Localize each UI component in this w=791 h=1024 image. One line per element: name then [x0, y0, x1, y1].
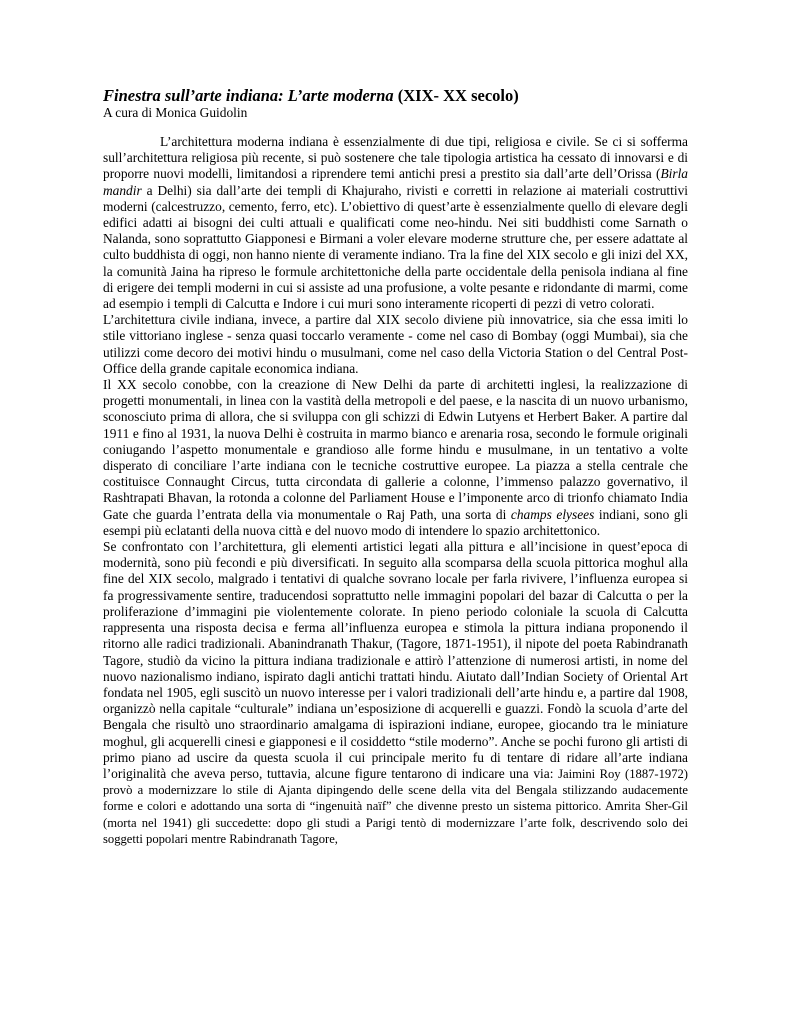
author-line: A cura di Monica Guidolin	[103, 105, 248, 120]
paragraph-new-delhi: Il XX secolo conobbe, con la creazione di New Delhi da parte di architetti inglesi, la realizzazione di progetti monumentali, in linea con la vastità della metropoli e del paese, e la nascita di un nuovo urbanismo, sconosciuto prima di allora, che si sviluppa con gli schizzi di Edwin Lutyens et Herbert Baker. A partire dal 1911 e fino al 1931, la nuova Delhi è costruita in marmo bianco e arenaria rosa, secondo le formule originali coniugando l’aspetto monumentale e grandioso alle forme hindu e musulmane, in un tentativo a volte disperato di conciliare l’arte indiana con le tecniche costruttive europee. La piazza a stella centrale che costituisce Connaught Circus, tutta circondata di gallerie a colonne, l’immenso palazzo governativo, il Rashtrapati Bhavan, la rotonda a colonne del Parliament House e l’imponente arco di trionfo chiamato India Gate che guarda l’entrata della via monumentale o Raj Path, una sorta di champs elysees indiani, sono gli esempi più eclatanti della nuova città e del nuovo modo di intendere lo spazio architettonico.	[103, 377, 688, 538]
page-title	[103, 86, 688, 105]
title-italic: Finestra sull’arte indiana: L’arte moderna	[103, 86, 394, 105]
title-period: (XIX- XX secolo)	[393, 86, 519, 105]
emphasis-champs-elysees: champs elysees	[510, 506, 595, 522]
paragraph-painting: Se confrontato con l’architettura, gli elementi artistici legati alla pittura e all’incisione in quest’epoca di modernità, sono più fecondi e più diversificati. In seguito alla scomparsa della scuola pittorica moghul alla fine del XIX secolo, malgrado i tentativi di qualche sovrano locale per farla rivivere, l’influenza europea si fa progressivamente sentire, traducendosi soprattutto nelle immagini popolari del bazar di Calcutta o per la proliferazione d’immagini pie violentemente colorate. In pieno periodo coloniale la scuola di Calcutta rappresenta una risposta decisa e ferma all’influenza europea e stimola la pittura indiana proponendo il ritorno alle radici tradizionali. Abanindranath Thakur, (Tagore, 1871-1951), il nipote del poeta Rabindranath Tagore, studiò da vicino la pittura indiana tradizionale e attirò l’attenzione di numerosi artisti, in nome del nuovo nazionalismo indiano, ispirato dagli antichi trattati hindu. Aiutato dall’Indian Society of Oriental Art fondata nel 1905, egli suscitò un nuovo interesse per i valori tradizionali dell’arte hindu e, a partire dal 1908, organizzò nella capitale “culturale” indiana un’esposizione di acquerelli e guazzi. Fondò la scuola d’arte del Bengala che risultò uno straordinario amalgama di ispirazioni indiane, europee, giocando tra le miniature moghul, gli acquerelli cinesi e giapponesi e il cosiddetto “stile moderno”. Anche se pochi furono gli artisti di primo piano ad uscire da questa scuola il cui principale merito fu di tentare di ridare all’arte indiana l’originalità che aveva perso, tuttavia, alcune figure tentarono di indicare una via: Jaimini Roy (1887-1972) provò a modernizzare lo stile di Ajanta dipingendo delle scene della vita del Bengala stilizzando audacemente forme e colori e adottando una sorta di “ingenuità naïf” che divenne presto un sistema pittorico. Amrita Sher-Gil (morta nel 1941) gli succedette: dopo gli studi a Parigi tentò di modernizzare l’arte folk, descrivendo solo dei soggetti popolari mentre Rabindranath Tagore,	[103, 539, 689, 846]
emphasis-birla-mandir: Birla mandir	[103, 166, 688, 198]
document-page	[103, 86, 688, 847]
paragraph-religious-architecture: L’architettura moderna indiana è essenzialmente di due tipi, religiosa e civile. Se ci si sofferma sull’architettura religiosa più recente, si può sostenere che tale tipologia artistica ha cessato di innovarsi e di proporre nuovi modelli, limitandosi a riprendere temi antichi presi a prestito sia dall’arte dell’Orissa (Birla mandir a Delhi) sia dall’arte dei templi di Khajuraho, rivisti e corretti in relazione ai materiali costruttivi moderni (calcestruzzo, cemento, ferro, etc). L’obiettivo di quest’arte è essenzialmente quello di elevare degli edifici adatti ai bisogni dei culti attuali e qualificati come neo-hindu. Nei siti buddhisti come Sarnath o Nalanda, sono soprattutto Giapponesi e Birmani a voler elevare moderne strutture che, per essere adattate al culto buddhista di oggi, non hanno niente di veramente indiano. Tra la fine del XIX secolo e gli inizi del XX, la comunità Jaina ha ripreso le formule architettoniche della parte occidentale della penisola indiana al fine di erigere dei templi moderni in cui si assiste ad una profusione, a volte pesante e ridondante di marmi, come ad esempio i templi di Calcutta e Indore i cui muri sono interamente ricoperti di pezzi di vetro colorati.	[103, 134, 688, 312]
paragraph-civil-architecture: L’architettura civile indiana, invece, a partire dal XIX secolo diviene più innovatrice, sia che essa imiti lo stile vittoriano inglese - senza quasi toccarlo veramente - come nel caso di Bombay (oggi Mumbai), sia che utilizzi come decoro dei motivi hindu o musulmani, come nel caso della Victoria Station o del Central Post-Office della grande capitale economica indiana.	[103, 312, 688, 376]
